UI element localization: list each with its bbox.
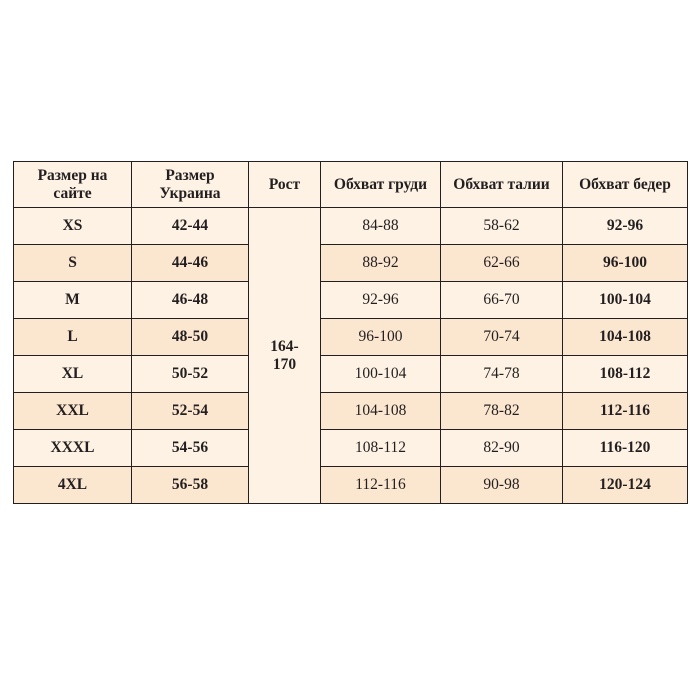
cell-ua-size: 44-46 bbox=[132, 245, 249, 282]
cell-chest: 104-108 bbox=[321, 393, 441, 430]
size-chart-table bbox=[13, 161, 688, 504]
cell-hips: 104-108 bbox=[563, 319, 688, 356]
cell-site-size: L bbox=[14, 319, 132, 356]
cell-chest: 96-100 bbox=[321, 319, 441, 356]
cell-ua-size: 54-56 bbox=[132, 430, 249, 467]
cell-ua-size: 48-50 bbox=[132, 319, 249, 356]
cell-chest: 108-112 bbox=[321, 430, 441, 467]
cell-height bbox=[249, 208, 321, 504]
column-header-site-size-line2: сайте bbox=[53, 184, 92, 202]
cell-ua-size: 52-54 bbox=[132, 393, 249, 430]
cell-site-size: XXL bbox=[14, 393, 132, 430]
cell-site-size: XS bbox=[14, 208, 132, 245]
cell-height-line2: 170 bbox=[272, 355, 297, 373]
cell-waist: 66-70 bbox=[441, 282, 563, 319]
cell-chest: 88-92 bbox=[321, 245, 441, 282]
column-header-waist-line1: Обхват талии bbox=[453, 175, 550, 193]
cell-hips: 96-100 bbox=[563, 245, 688, 282]
cell-ua-size: 42-44 bbox=[132, 208, 249, 245]
column-header-ua-size bbox=[132, 162, 249, 208]
column-header-chest-line1: Обхват груди bbox=[333, 175, 428, 193]
column-header-chest bbox=[321, 162, 441, 208]
table-row bbox=[14, 393, 688, 430]
column-header-height bbox=[249, 162, 321, 208]
cell-hips: 92-96 bbox=[563, 208, 688, 245]
size-chart-container bbox=[13, 161, 687, 504]
column-header-site-size bbox=[14, 162, 132, 208]
table-body bbox=[14, 208, 688, 504]
cell-waist: 58-62 bbox=[441, 208, 563, 245]
cell-ua-size: 56-58 bbox=[132, 467, 249, 504]
cell-hips: 116-120 bbox=[563, 430, 688, 467]
table-row bbox=[14, 319, 688, 356]
column-header-hips-line1: Обхват бедер bbox=[579, 175, 671, 193]
cell-hips: 120-124 bbox=[563, 467, 688, 504]
cell-site-size: XL bbox=[14, 356, 132, 393]
cell-site-size: 4XL bbox=[14, 467, 132, 504]
table-row bbox=[14, 356, 688, 393]
cell-hips: 112-116 bbox=[563, 393, 688, 430]
table-row bbox=[14, 208, 688, 245]
cell-site-size: XXXL bbox=[14, 430, 132, 467]
table-header bbox=[14, 162, 688, 208]
cell-ua-size: 50-52 bbox=[132, 356, 249, 393]
cell-hips: 108-112 bbox=[563, 356, 688, 393]
cell-height-line1: 164- bbox=[270, 337, 299, 355]
column-header-site-size-line1: Размер на bbox=[37, 166, 108, 184]
cell-waist: 70-74 bbox=[441, 319, 563, 356]
cell-chest: 112-116 bbox=[321, 467, 441, 504]
column-header-hips bbox=[563, 162, 688, 208]
cell-site-size: M bbox=[14, 282, 132, 319]
cell-waist: 82-90 bbox=[441, 430, 563, 467]
column-header-waist bbox=[441, 162, 563, 208]
table-row bbox=[14, 430, 688, 467]
cell-waist: 74-78 bbox=[441, 356, 563, 393]
cell-chest: 84-88 bbox=[321, 208, 441, 245]
cell-site-size: S bbox=[14, 245, 132, 282]
cell-waist: 90-98 bbox=[441, 467, 563, 504]
cell-waist: 78-82 bbox=[441, 393, 563, 430]
cell-ua-size: 46-48 bbox=[132, 282, 249, 319]
table-header-row bbox=[14, 162, 688, 208]
column-header-ua-size-line2: Украина bbox=[159, 184, 221, 202]
table-row bbox=[14, 245, 688, 282]
column-header-height-line1: Рост bbox=[268, 175, 301, 193]
cell-waist: 62-66 bbox=[441, 245, 563, 282]
table-row bbox=[14, 282, 688, 319]
cell-chest: 100-104 bbox=[321, 356, 441, 393]
cell-chest: 92-96 bbox=[321, 282, 441, 319]
column-header-ua-size-line1: Размер bbox=[165, 166, 215, 184]
cell-hips: 100-104 bbox=[563, 282, 688, 319]
table-row bbox=[14, 467, 688, 504]
